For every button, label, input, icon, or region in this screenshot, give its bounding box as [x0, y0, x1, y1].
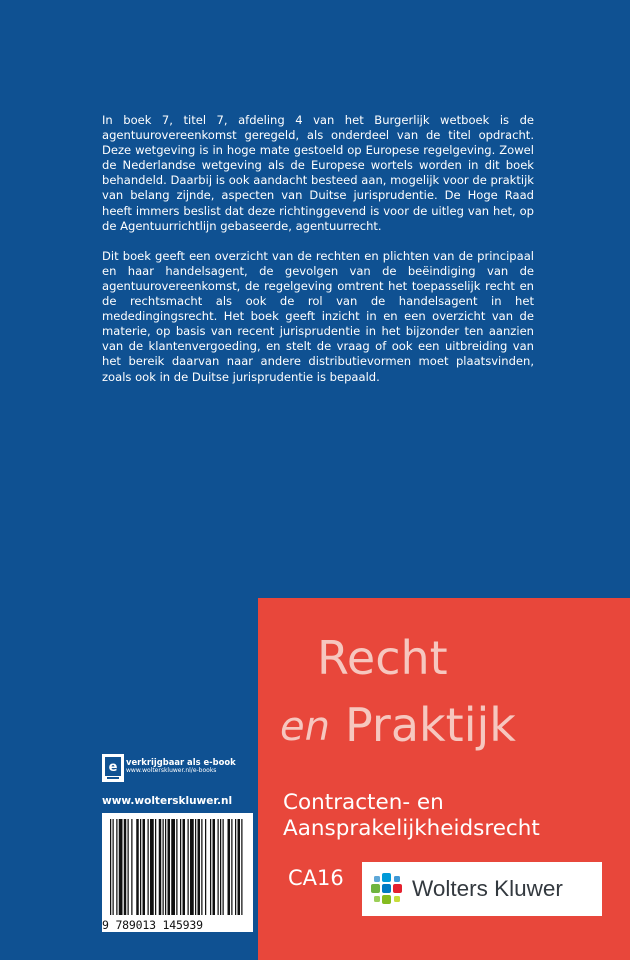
isbn-digits: 9 789013 145939: [102, 918, 203, 932]
barcode-bars: [102, 813, 253, 918]
wolters-kluwer-mark-icon: [370, 872, 404, 906]
ebook-notice: [126, 757, 236, 775]
svg-text:e: e: [108, 760, 118, 775]
ebook-label: verkrijgbaar als e-book: [126, 757, 236, 767]
series-subtitle: [283, 790, 540, 842]
subtitle-line-1: Contracten- en: [283, 790, 444, 815]
subtitle-line-2: Aansprakelijkheidsrecht: [283, 816, 540, 841]
series-title-praktijk: Praktijk: [345, 698, 516, 752]
wolters-kluwer-logo: [362, 862, 602, 916]
series-title-recht: Recht: [317, 631, 448, 685]
ebook-url: www.wolterskluwer.nl/e-books: [126, 767, 217, 774]
series-code: CA16: [288, 866, 344, 890]
blurb-paragraph-2: Dit boek geeft een overzicht van de rechten en plichten van de principaal en haar handelsagent, de gevolgen van de beëindiging van de agentuurovereenkomst, de regelgeving omtrent het toepasselijk recht en de rechtsmacht als ook de rol van de handelsagent in het mededingingsrecht. Het boek geeft inzicht in en een overzicht van de materie, op basis van recent jurisprudentie in het bijzonder ten aanzien van de klantenvergoeding, en stelt de vraag of ook een uitbreiding van het bereik daarvan naar andere distributievormen moet plaatsvinden, zoals ook in de Duitse jurisprudentie is bepaald.: [102, 248, 534, 384]
publisher-name: Wolters Kluwer: [412, 876, 563, 901]
publisher-website: www.wolterskluwer.nl: [102, 795, 233, 807]
blurb-paragraph-1: In boek 7, titel 7, afdeling 4 van het Burgerlijk wetboek is de agentuurovereenkomst geregeld, als onderdeel van de titel opdracht. Deze wetgeving is in hoge mate gestoeld op Europese regelgeving. Zowel de Nederlandse wetgeving als de Europese wortels worden in dit boek behandeld. Daarbij is ook aandacht besteed aan, mogelijk voor de praktijk van belang zijnde, aspecten van Duitse jurisprudentie. De Hoge Raad heeft immers beslist dat deze richtinggevend is voor de uitleg van het, op de Agentuurrichtlijn gebaseerde, agentuurrecht.: [102, 113, 534, 233]
barcode: [102, 813, 253, 932]
ebook-icon: [102, 754, 124, 782]
series-panel: [258, 598, 630, 960]
back-cover-blurb: [102, 113, 534, 385]
series-title-en: en: [280, 704, 330, 750]
